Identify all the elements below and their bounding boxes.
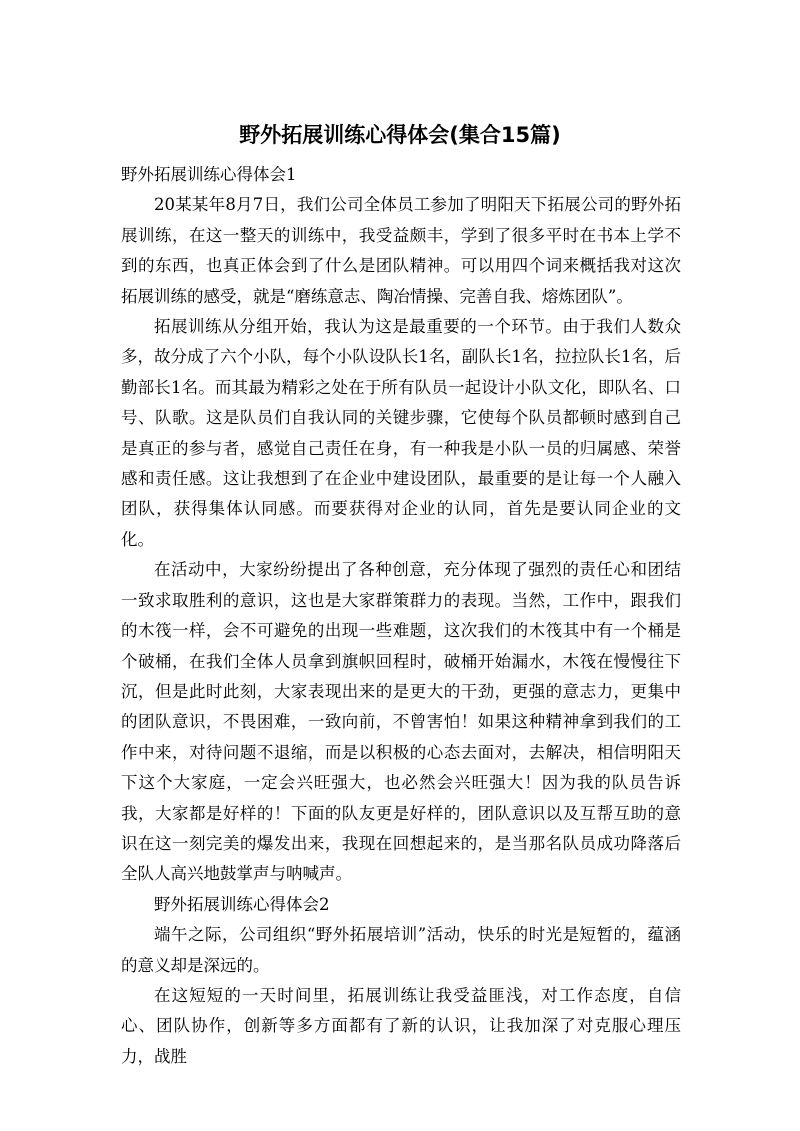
- paragraph: 在这短短的一天时间里，拓展训练让我受益匪浅，对工作态度，自信心、团队协作，创新等多方面都有了新的认识，让我加深了对克服心理压力，战胜: [121, 985, 681, 1066]
- document-body: [121, 160, 681, 1072]
- paragraph: 20某某年8月7日，我们公司全体员工参加了明阳天下拓展公司的野外拓展训练，在这一整天的训练中，我受益颇丰，学到了很多平时在书本上学不到的东西，也真正体会到了什么是团队精神。可以用四个词来概括我对这次拓展训练的感受，就是“磨练意志、陶冶情操、完善自我、熔炼团队”。: [121, 195, 681, 306]
- paragraph: 在活动中，大家纷纷提出了各种创意，充分体现了强烈的责任心和团结一致求取胜利的意识，这也是大家群策群力的表现。当然，工作中，跟我们的木筏一样，会不可避免的出现一些难题，这次我们的木筏其中有一个桶是个破桶，在我们全体人员拿到旗帜回程时，破桶开始漏水，木筏在慢慢往下沉，但是此时此刻，大家表现出来的是更大的干劲，更强的意志力，更集中的团队意识，不畏困难，一致向前，不曾害怕！如果这种精神拿到我们的工作中来，对待问题不退缩，而是以积极的心态去面对，去解决，相信明阳天下这个大家庭，一定会兴旺强大，也必然会兴旺强大！因为我的队员告诉我，大家都是好样的！下面的队友更是好样的，团队意识以及互帮互助的意识在这一刻完美的爆发出来，我现在回想起来的，是当那名队员成功降落后全队人高兴地鼓掌声与呐喊声。: [121, 560, 681, 884]
- paragraph: 端午之际，公司组织“野外拓展培训”活动，快乐的时光是短暂的，蕴涵的意义却是深远的。: [121, 925, 681, 975]
- section-heading: 野外拓展训练心得体会1: [121, 165, 297, 184]
- paragraph: 拓展训练从分组开始，我认为这是最重要的一个环节。由于我们人数众多，故分成了六个小队，每个小队设队长1名，副队长1名，拉拉队长1名，后勤部长1名。而其最为精彩之处在于所有队员一起设计小队文化，即队名、口号、队歌。这是队员们自我认同的关键步骤，它使每个队员都顿时感到自己是真正的参与者，感觉自己责任在身，有一种我是小队一员的归属感、荣誉感和责任感。这让我想到了在企业中建设团队，最重要的是让每一个人融入团队，获得集体认同感。而要获得对企业的认同，首先是要认同企业的文化。: [121, 317, 681, 549]
- document-title: 野外拓展训练心得体会(集合15篇): [239, 123, 561, 147]
- section-heading: 野外拓展训练心得体会2: [154, 894, 330, 914]
